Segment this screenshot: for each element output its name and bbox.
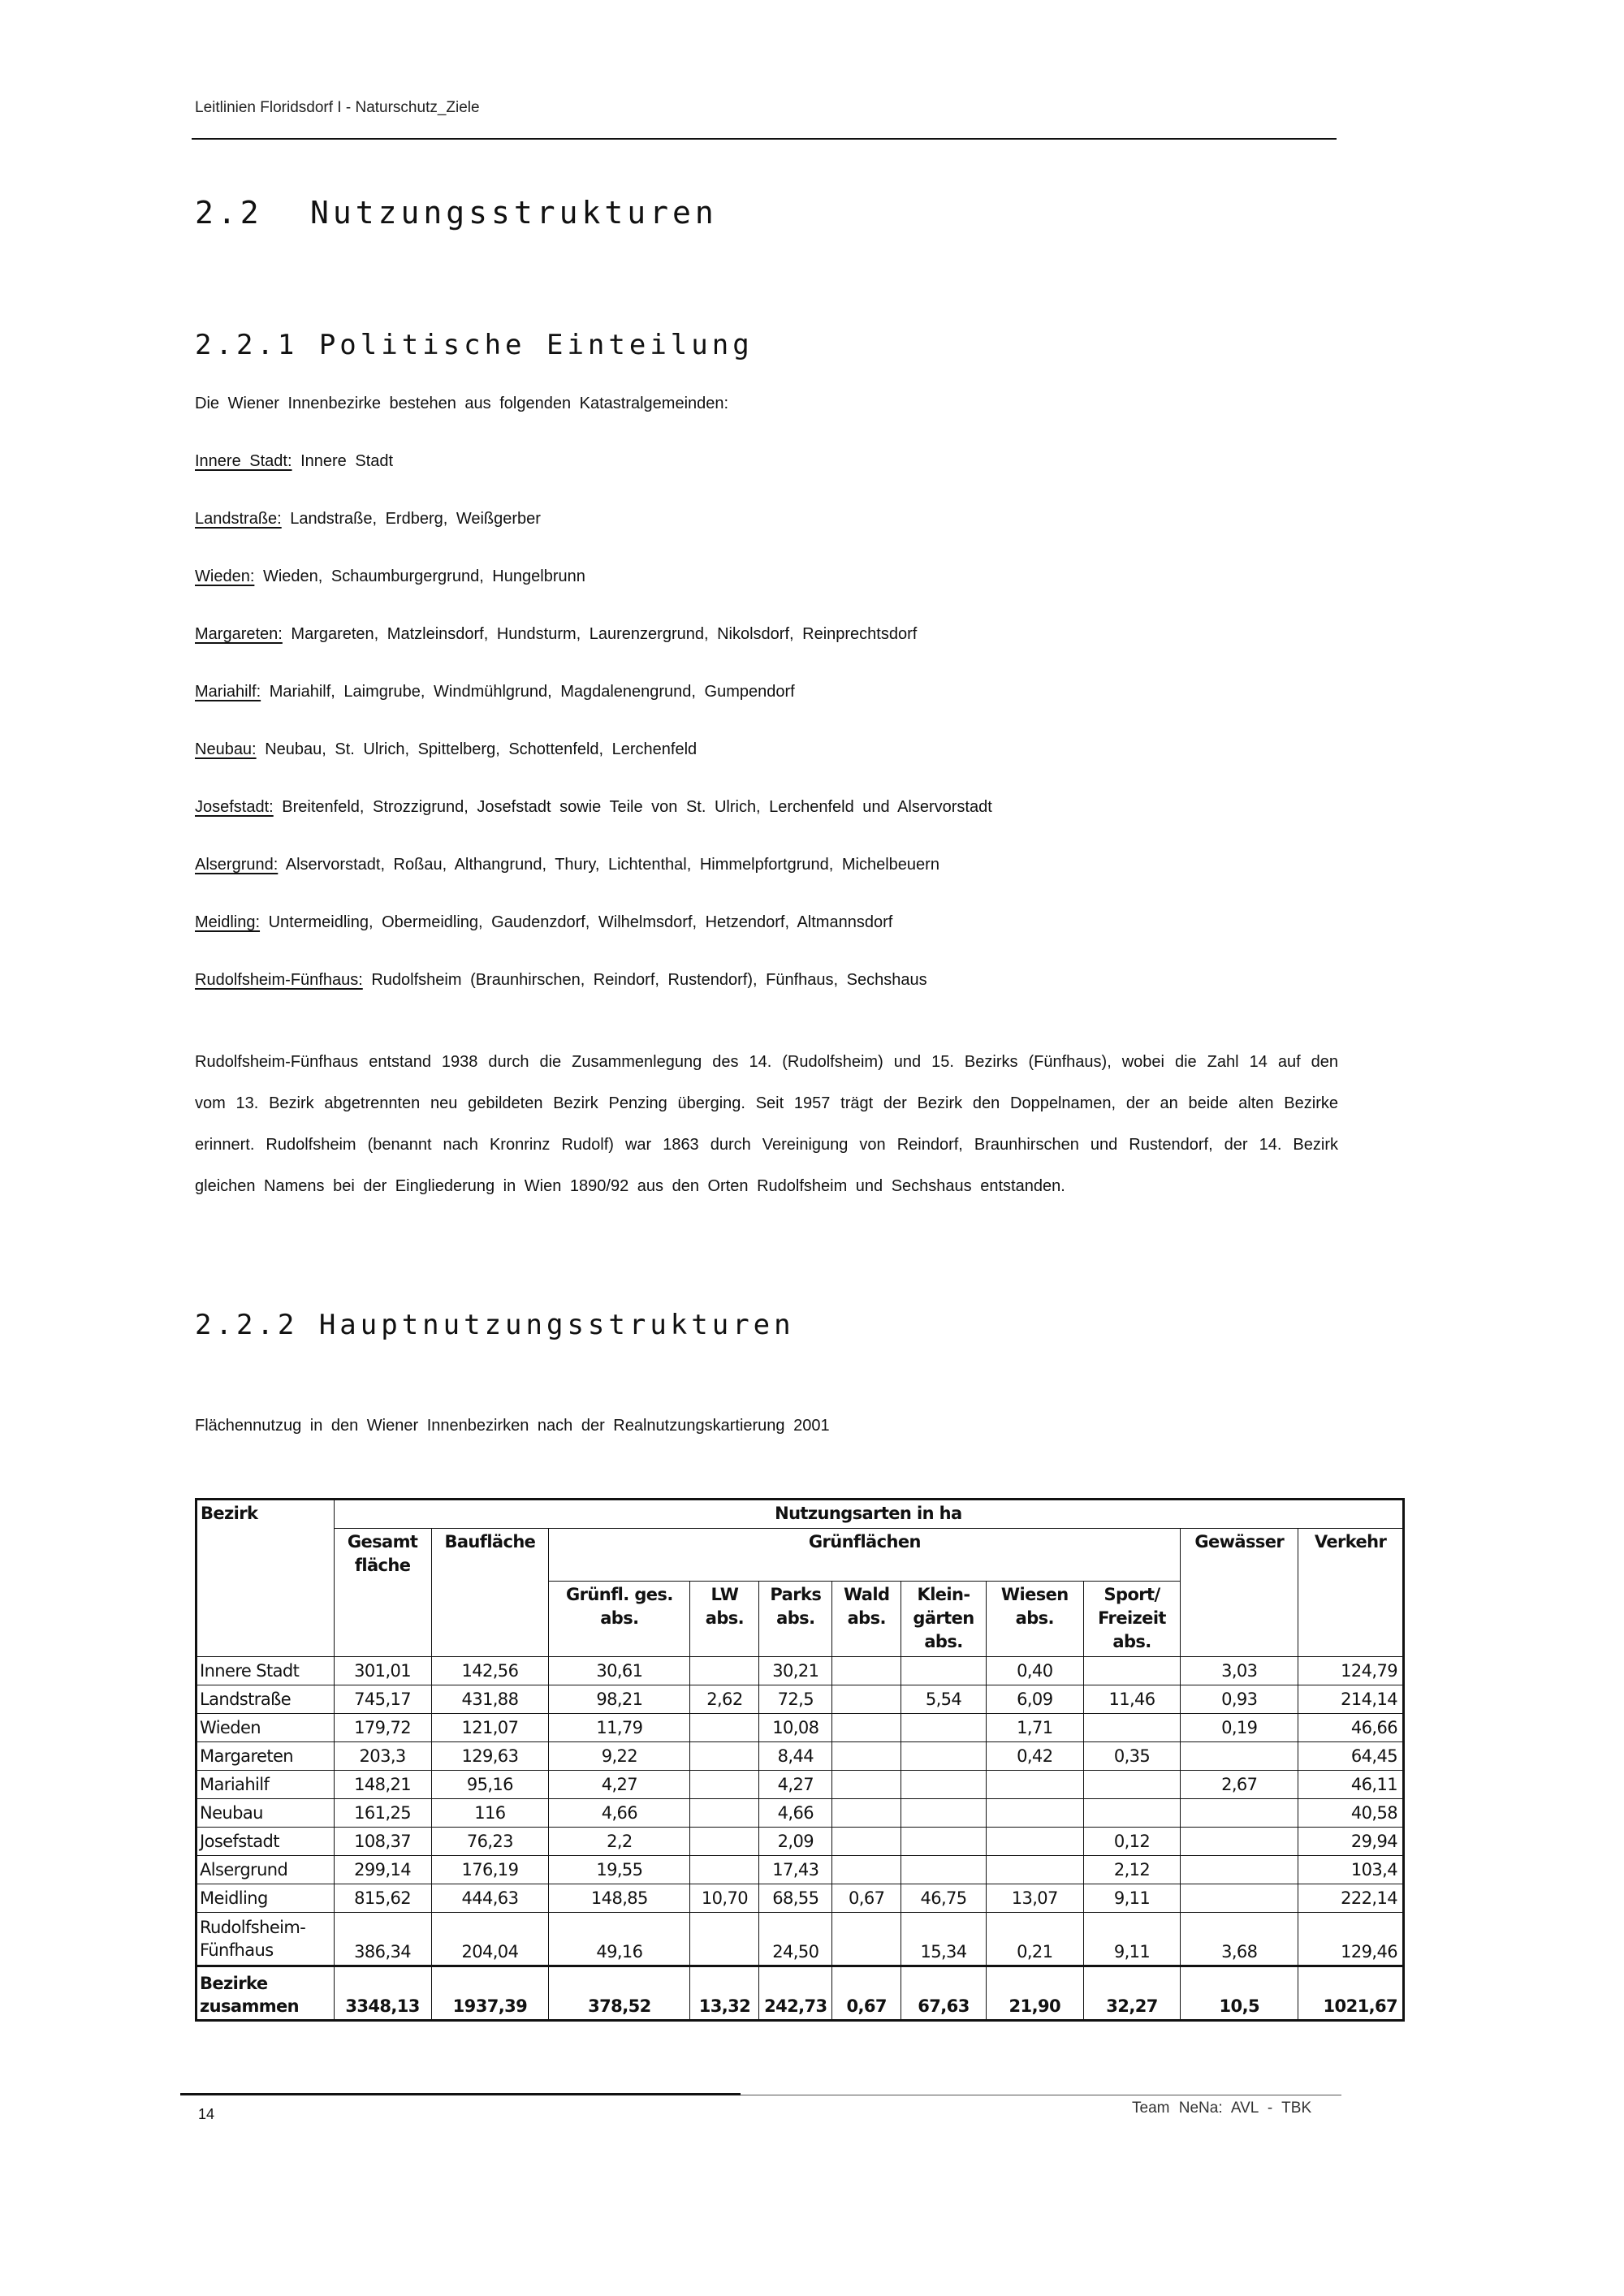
district-parts: Landstraße, Erdberg, Weißgerber	[290, 510, 541, 528]
cell-wiesen: 6,09	[986, 1685, 1083, 1714]
cell-parks: 2,09	[759, 1828, 832, 1856]
cell-wiesen	[986, 1799, 1083, 1828]
cell-sport	[1083, 1657, 1181, 1685]
cell-lw	[690, 1828, 759, 1856]
cell-sport: 0,12	[1083, 1828, 1181, 1856]
cell-sport: 0,35	[1083, 1742, 1181, 1771]
land-use-table	[195, 1498, 1405, 2022]
district-parts: Breitenfeld, Strozzigrund, Josefstadt sowie Teile von St. Ulrich, Lerchenfeld und Alservorstadt	[282, 798, 992, 816]
cell-bau: 142,56	[431, 1657, 549, 1685]
cell-gesamt: 815,62	[334, 1884, 431, 1913]
cell-verkehr: 222,14	[1298, 1884, 1404, 1913]
cell-gesamt: 148,21	[334, 1771, 431, 1799]
cell-bau: 95,16	[431, 1771, 549, 1799]
cell-bezirk-line2: zusammen	[200, 1996, 299, 2016]
district-item	[195, 683, 1348, 740]
cell-bau: 444,63	[431, 1884, 549, 1913]
cell-bau: 116	[431, 1799, 549, 1828]
cell-gruen: 30,61	[549, 1657, 690, 1685]
cell-bau: 176,19	[431, 1856, 549, 1884]
cell-bau: 204,04	[431, 1913, 549, 1966]
cell-bezirk: Josefstadt	[197, 1828, 335, 1856]
cell-klein: 5,54	[901, 1685, 987, 1714]
cell-lw	[690, 1714, 759, 1742]
cell-verkehr: 64,45	[1298, 1742, 1404, 1771]
cell-lw	[690, 1913, 759, 1966]
cell-lw	[690, 1742, 759, 1771]
cell-klein	[901, 1828, 987, 1856]
cell-gesamt: 745,17	[334, 1685, 431, 1714]
subsection-heading-hauptnutzungsstrukturen: 2.2.2 Hauptnutzungsstrukturen	[195, 1309, 795, 1341]
district-name: Rudolfsheim-Fünfhaus:	[195, 971, 363, 989]
section-number: 2.2	[195, 195, 263, 231]
cell-gew: 3,68	[1181, 1913, 1298, 1966]
cell-gruen: 2,2	[549, 1828, 690, 1856]
cell-gesamt: 179,72	[334, 1714, 431, 1742]
cell-bezirk	[197, 1966, 335, 2021]
header-kleingaerten: Klein- gärten abs.	[901, 1582, 987, 1657]
cell-wald	[832, 1771, 901, 1799]
cell-bezirk: Innere Stadt	[197, 1657, 335, 1685]
footer-credit: Team NeNa: AVL - TBK	[1132, 2100, 1312, 2117]
district-name: Landstraße:	[195, 510, 282, 528]
header-verkehr: Verkehr	[1298, 1529, 1404, 1657]
cell-gruen: 148,85	[549, 1884, 690, 1913]
cell-wald	[832, 1714, 901, 1742]
cell-wald: 0,67	[832, 1966, 901, 2021]
cell-bezirk: Mariahilf	[197, 1771, 335, 1799]
cell-gew	[1181, 1742, 1298, 1771]
cell-verkehr: 103,4	[1298, 1856, 1404, 1884]
cell-klein: 15,34	[901, 1913, 987, 1966]
cell-lw: 2,62	[690, 1685, 759, 1714]
table-row	[197, 1799, 1404, 1828]
district-name: Meidling:	[195, 913, 261, 931]
page-number: 14	[198, 2106, 215, 2122]
table-row	[197, 1828, 1404, 1856]
cell-parks: 24,50	[759, 1913, 832, 1966]
cell-sport: 32,27	[1083, 1966, 1181, 2021]
cell-bezirk-line1: Bezirke	[200, 1974, 268, 1993]
cell-gew: 0,93	[1181, 1685, 1298, 1714]
cell-bezirk-line1: Rudolfsheim-	[200, 1918, 306, 1937]
cell-wald	[832, 1799, 901, 1828]
header-gewaesser: Gewässer	[1181, 1529, 1298, 1657]
cell-klein	[901, 1771, 987, 1799]
cell-wiesen	[986, 1771, 1083, 1799]
cell-lw	[690, 1856, 759, 1884]
cell-gruen: 378,52	[549, 1966, 690, 2021]
footer-rule-bold	[180, 2093, 741, 2095]
district-item	[195, 452, 1348, 510]
district-parts: Innere Stadt	[300, 452, 394, 470]
cell-wiesen: 0,21	[986, 1913, 1083, 1966]
district-name: Josefstadt:	[195, 798, 274, 816]
cell-verkehr: 46,11	[1298, 1771, 1404, 1799]
cell-lw: 13,32	[690, 1966, 759, 2021]
header-wald: Wald abs.	[832, 1582, 901, 1657]
cell-bezirk: Alsergrund	[197, 1856, 335, 1884]
cell-gew	[1181, 1856, 1298, 1884]
district-name: Neubau:	[195, 740, 257, 758]
cell-verkehr: 40,58	[1298, 1799, 1404, 1828]
cell-wiesen	[986, 1856, 1083, 1884]
header-lw: LW abs.	[690, 1582, 759, 1657]
cell-klein	[901, 1799, 987, 1828]
district-item	[195, 971, 1348, 1029]
cell-bezirk: Neubau	[197, 1799, 335, 1828]
cell-parks: 72,5	[759, 1685, 832, 1714]
cell-parks: 4,27	[759, 1771, 832, 1799]
cell-bau: 129,63	[431, 1742, 549, 1771]
history-paragraph: Rudolfsheim-Fünfhaus entstand 1938 durch die Zusammenlegung des 14. (Rudolfsheim) und 15. Bezirks (Fünfhaus), wobei die Zahl 14 auf den vom 13. Bezirk abgetrennten neu gebildeten Bezirk Penzing überging. Seit 1957 trägt der Bezirk den Doppelnamen, der an beide alten Bezirke erinnert. Rudolfsheim (benannt nach Kronrinz Rudolf) war 1863 durch Vereinigung von Reindorf, Braunhirschen und Rustendorf, der 14. Bezirk gleichen Namens bei der Eingliederung in Wien 1890/92 aus den Orten Rudolfsheim und Sechshaus entstanden.	[195, 1053, 1338, 1195]
header-bauflaeche: Baufläche	[431, 1529, 549, 1657]
cell-verkehr: 29,94	[1298, 1828, 1404, 1856]
district-parts: Neubau, St. Ulrich, Spittelberg, Schottenfeld, Lerchenfeld	[265, 740, 698, 758]
cell-gruen: 49,16	[549, 1913, 690, 1966]
district-item	[195, 740, 1348, 798]
table-row	[197, 1714, 1404, 1742]
cell-bezirk: Margareten	[197, 1742, 335, 1771]
table-row	[197, 1771, 1404, 1799]
cell-wald	[832, 1913, 901, 1966]
cell-gew: 0,19	[1181, 1714, 1298, 1742]
cell-wald	[832, 1657, 901, 1685]
cell-bau: 431,88	[431, 1685, 549, 1714]
header-parks: Parks abs.	[759, 1582, 832, 1657]
cell-klein	[901, 1714, 987, 1742]
cell-lw	[690, 1799, 759, 1828]
district-name: Alsergrund:	[195, 856, 279, 874]
cell-gruen: 11,79	[549, 1714, 690, 1742]
header-gruenflaechen: Grünflächen	[549, 1529, 1181, 1582]
cell-bau: 1937,39	[431, 1966, 549, 2021]
cell-wald	[832, 1685, 901, 1714]
cell-gesamt: 108,37	[334, 1828, 431, 1856]
district-item	[195, 625, 1348, 683]
cell-gesamt: 203,3	[334, 1742, 431, 1771]
cell-wiesen: 1,71	[986, 1714, 1083, 1742]
cell-gew: 3,03	[1181, 1657, 1298, 1685]
cell-wiesen	[986, 1828, 1083, 1856]
cell-wald	[832, 1742, 901, 1771]
table-row	[197, 1856, 1404, 1884]
district-item	[195, 510, 1348, 568]
cell-parks: 10,08	[759, 1714, 832, 1742]
table-row	[197, 1742, 1404, 1771]
district-item	[195, 568, 1348, 625]
cell-wiesen: 0,42	[986, 1742, 1083, 1771]
cell-wiesen: 13,07	[986, 1884, 1083, 1913]
cell-bezirk: Wieden	[197, 1714, 335, 1742]
cell-wiesen: 21,90	[986, 1966, 1083, 2021]
cell-parks: 30,21	[759, 1657, 832, 1685]
cell-sport: 9,11	[1083, 1913, 1181, 1966]
cell-lw: 10,70	[690, 1884, 759, 1913]
district-item	[195, 913, 1348, 971]
table-total-row	[197, 1966, 1404, 2021]
cell-parks: 17,43	[759, 1856, 832, 1884]
cell-wald	[832, 1828, 901, 1856]
running-header: Leitlinien Floridsdorf I - Naturschutz_Ziele	[195, 99, 480, 116]
cell-gesamt: 161,25	[334, 1799, 431, 1828]
header-rule	[192, 138, 1337, 140]
cell-gew	[1181, 1799, 1298, 1828]
cell-bau: 121,07	[431, 1714, 549, 1742]
cell-gruen: 9,22	[549, 1742, 690, 1771]
cell-wald	[832, 1856, 901, 1884]
cell-gesamt: 386,34	[334, 1913, 431, 1966]
cell-sport: 11,46	[1083, 1685, 1181, 1714]
cell-bau: 76,23	[431, 1828, 549, 1856]
cell-gew	[1181, 1884, 1298, 1913]
table-row	[197, 1884, 1404, 1913]
section-title: Nutzungsstrukturen	[310, 195, 718, 231]
district-name: Mariahilf:	[195, 683, 261, 701]
cell-sport: 2,12	[1083, 1856, 1181, 1884]
cell-parks: 4,66	[759, 1799, 832, 1828]
cell-klein: 46,75	[901, 1884, 987, 1913]
district-parts: Mariahilf, Laimgrube, Windmühlgrund, Magdalenengrund, Gumpendorf	[269, 683, 795, 701]
cell-parks: 8,44	[759, 1742, 832, 1771]
cell-gruen: 4,27	[549, 1771, 690, 1799]
district-name: Margareten:	[195, 625, 283, 643]
cell-gesamt: 3348,13	[334, 1966, 431, 2021]
header-nutzungsarten: Nutzungsarten in ha	[334, 1500, 1403, 1529]
district-parts: Wieden, Schaumburgergrund, Hungelbrunn	[262, 568, 585, 585]
cell-verkehr: 124,79	[1298, 1657, 1404, 1685]
district-parts: Untermeidling, Obermeidling, Gaudenzdorf, Wilhelmsdorf, Hetzendorf, Altmannsdorf	[268, 913, 893, 931]
district-parts: Rudolfsheim (Braunhirschen, Reindorf, Rustendorf), Fünfhaus, Sechshaus	[371, 971, 927, 989]
district-list	[195, 452, 1348, 1029]
cell-bezirk: Meidling	[197, 1884, 335, 1913]
cell-verkehr: 1021,67	[1298, 1966, 1404, 2021]
cell-klein	[901, 1657, 987, 1685]
cell-sport	[1083, 1714, 1181, 1742]
cell-bezirk-line2: Fünfhaus	[200, 1940, 274, 1960]
cell-parks: 68,55	[759, 1884, 832, 1913]
cell-sport	[1083, 1799, 1181, 1828]
cell-wiesen: 0,40	[986, 1657, 1083, 1685]
header-bezirk: Bezirk	[197, 1500, 335, 1657]
cell-gruen: 4,66	[549, 1799, 690, 1828]
table-row	[197, 1657, 1404, 1685]
table-caption: Flächennutzug in den Wiener Innenbezirken nach der Realnutzungskartierung 2001	[195, 1417, 830, 1435]
cell-parks: 242,73	[759, 1966, 832, 2021]
header-gruenfl-ges: Grünfl. ges. abs.	[549, 1582, 690, 1657]
district-item	[195, 856, 1348, 913]
cell-wald: 0,67	[832, 1884, 901, 1913]
cell-bezirk	[197, 1913, 335, 1966]
cell-gesamt: 301,01	[334, 1657, 431, 1685]
header-gesamtflaeche: Gesamt fläche	[334, 1529, 431, 1657]
header-wiesen: Wiesen abs.	[986, 1582, 1083, 1657]
cell-lw	[690, 1657, 759, 1685]
district-name: Innere Stadt:	[195, 452, 292, 470]
district-parts: Margareten, Matzleinsdorf, Hundsturm, Laurenzergrund, Nikolsdorf, Reinprechtsdorf	[291, 625, 918, 643]
cell-gew: 10,5	[1181, 1966, 1298, 2021]
cell-verkehr: 129,46	[1298, 1913, 1404, 1966]
cell-gew: 2,67	[1181, 1771, 1298, 1799]
district-name: Wieden:	[195, 568, 255, 585]
cell-gruen: 98,21	[549, 1685, 690, 1714]
header-sport-freizeit: Sport/ Freizeit abs.	[1083, 1582, 1181, 1657]
cell-klein	[901, 1856, 987, 1884]
cell-klein	[901, 1742, 987, 1771]
cell-bezirk: Landstraße	[197, 1685, 335, 1714]
cell-sport	[1083, 1771, 1181, 1799]
district-parts: Alservorstadt, Roßau, Althangrund, Thury, Lichtenthal, Himmelpfortgrund, Michelbeuern	[285, 856, 939, 874]
intro-text: Die Wiener Innenbezirke bestehen aus folgenden Katastralgemeinden:	[195, 395, 729, 412]
table-row	[197, 1913, 1404, 1966]
table-row	[197, 1685, 1404, 1714]
cell-lw	[690, 1771, 759, 1799]
cell-gesamt: 299,14	[334, 1856, 431, 1884]
cell-verkehr: 46,66	[1298, 1714, 1404, 1742]
cell-gew	[1181, 1828, 1298, 1856]
cell-sport: 9,11	[1083, 1884, 1181, 1913]
cell-klein: 67,63	[901, 1966, 987, 2021]
district-item	[195, 798, 1348, 856]
cell-verkehr: 214,14	[1298, 1685, 1404, 1714]
cell-gruen: 19,55	[549, 1856, 690, 1884]
section-heading	[195, 195, 718, 231]
subsection-heading-politische-einteilung: 2.2.1 Politische Einteilung	[195, 329, 754, 361]
